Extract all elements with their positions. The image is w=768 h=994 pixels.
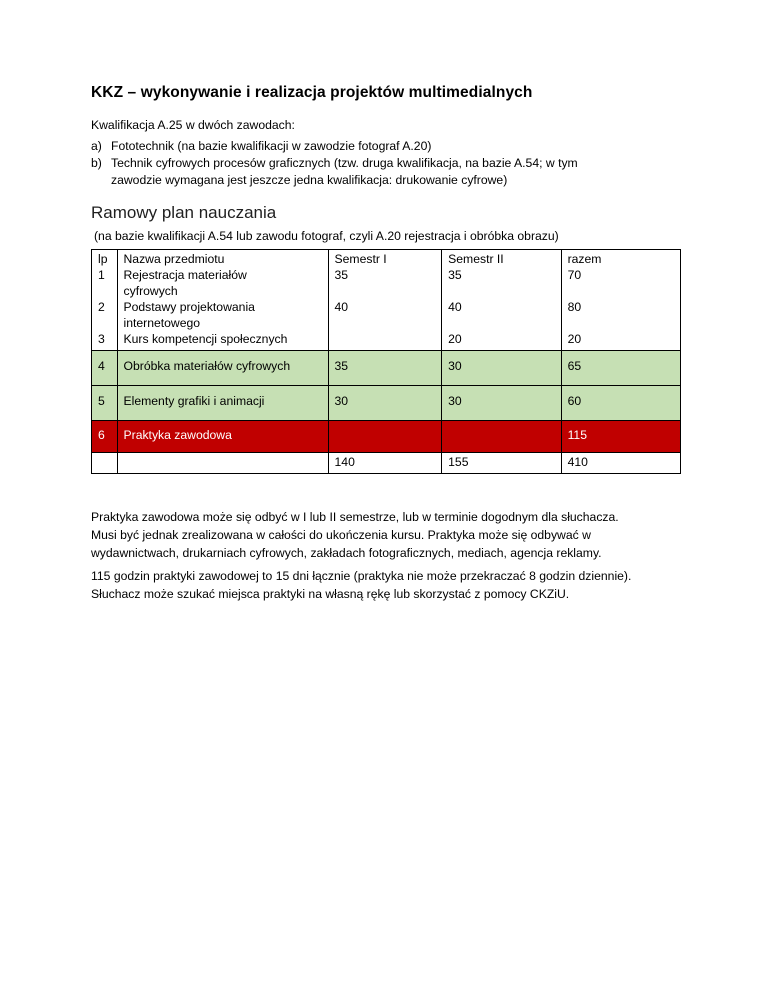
table-row	[92, 250, 681, 351]
sum-sem1: 140	[328, 453, 442, 474]
subject-name: Kurs kompetencji społecznych	[123, 332, 288, 346]
total-value: 20	[567, 332, 582, 346]
sum-total: 410	[561, 453, 680, 474]
list-item-text: Fototechnik (na bazie kwalifikacji w zawodzie fotograf A.20)	[111, 139, 432, 153]
paragraph-line: wydawnictwach, drukarniach cyfrowych, zakładach fotograficznych, mediach, agencja reklamy.	[91, 546, 602, 560]
lp-value: 4	[92, 351, 118, 386]
list-item	[91, 155, 578, 189]
sem2-value: 30	[442, 351, 561, 386]
subject-name: Praktyka zawodowa	[117, 421, 328, 453]
table-row	[92, 351, 681, 386]
subject-name: internetowego	[123, 316, 201, 330]
total-value: 60	[561, 386, 680, 421]
spacer	[448, 283, 554, 299]
sem2-value	[442, 421, 561, 453]
sum-sem2: 155	[442, 453, 561, 474]
sem1-value: 35	[328, 351, 442, 386]
sem1-cell	[328, 250, 442, 351]
list-item	[91, 138, 578, 155]
empty-cell	[117, 453, 328, 474]
header-sem2: Semestr II	[448, 252, 504, 266]
sem2-value: 20	[448, 332, 462, 346]
spacer	[568, 283, 674, 299]
sem1-value: 40	[334, 300, 349, 314]
lp-value: 5	[92, 386, 118, 421]
table-row	[92, 421, 681, 453]
list-marker: b)	[91, 156, 102, 170]
curriculum-table	[91, 249, 681, 474]
spacer	[568, 315, 674, 331]
table-row	[92, 453, 681, 474]
list-item-text: Technik cyfrowych procesów graficznych (tzw. druga kwalifikacja, na bazie A.54; w tym	[111, 156, 578, 170]
header-name: Nazwa przedmiotu	[123, 252, 225, 266]
list-item-text: zawodzie wymagana jest jeszcze jedna kwalifikacja: drukowanie cyfrowe)	[111, 173, 508, 187]
document-title: KKZ – wykonywanie i realizacja projektów multimedialnych	[91, 84, 533, 101]
sem2-value: 30	[442, 386, 561, 421]
paragraph-practice	[91, 508, 619, 562]
total-value: 80	[567, 300, 582, 314]
spacer	[448, 315, 554, 331]
spacer	[98, 283, 111, 299]
header-sem1: Semestr I	[334, 252, 387, 266]
qualification-list	[91, 138, 578, 189]
sem2-value: 40	[448, 300, 462, 314]
lp-cell	[92, 250, 118, 351]
lp-value: 1	[98, 268, 105, 282]
sem1-value: 35	[334, 268, 349, 282]
subject-name: Obróbka materiałów cyfrowych	[117, 351, 328, 386]
paragraph-hours	[91, 567, 631, 603]
sem1-value: 30	[328, 386, 442, 421]
paragraph-line: Musi być jednak zrealizowana w całości do ukończenia kursu. Praktyka może się odbywać w	[91, 528, 591, 542]
paragraph-line: Praktyka zawodowa może się odbyć w I lub II semestrze, lub w terminie dogodnym dla słuchacza.	[91, 510, 619, 524]
intro-text: Kwalifikacja A.25 w dwóch zawodach:	[91, 118, 295, 132]
paragraph-line: 115 godzin praktyki zawodowej to 15 dni łącznie (praktyka nie może przekraczać 8 godzin dziennie).	[91, 569, 632, 583]
subject-name: Elementy grafiki i animacji	[117, 386, 328, 421]
spacer	[335, 283, 436, 299]
subject-name: Podstawy projektowania	[123, 300, 255, 314]
sem2-cell	[442, 250, 561, 351]
lp-value: 6	[92, 421, 118, 453]
list-marker: a)	[91, 139, 102, 153]
subject-name: Rejestracja materiałów	[123, 268, 247, 282]
sem1-value	[328, 421, 442, 453]
total-cell	[561, 250, 680, 351]
total-value: 65	[561, 351, 680, 386]
sem2-value: 35	[448, 268, 462, 282]
paragraph-line: Słuchacz może szukać miejsca praktyki na własną rękę lub skorzystać z pomocy CKZiU.	[91, 587, 570, 601]
name-cell	[117, 250, 328, 351]
section-subnote: (na bazie kwalifikacji A.54 lub zawodu fotograf, czyli A.20 rejestracja i obróbka obrazu)	[94, 229, 559, 243]
section-heading: Ramowy plan nauczania	[91, 203, 277, 222]
empty-cell	[92, 453, 118, 474]
subject-name: cyfrowych	[123, 284, 178, 298]
header-lp: lp	[98, 252, 108, 266]
header-total: razem	[567, 252, 602, 266]
spacer	[98, 315, 111, 331]
lp-value: 2	[98, 300, 105, 314]
table-row	[92, 386, 681, 421]
total-value: 115	[561, 421, 680, 453]
lp-value: 3	[98, 332, 105, 346]
total-value: 70	[567, 268, 582, 282]
